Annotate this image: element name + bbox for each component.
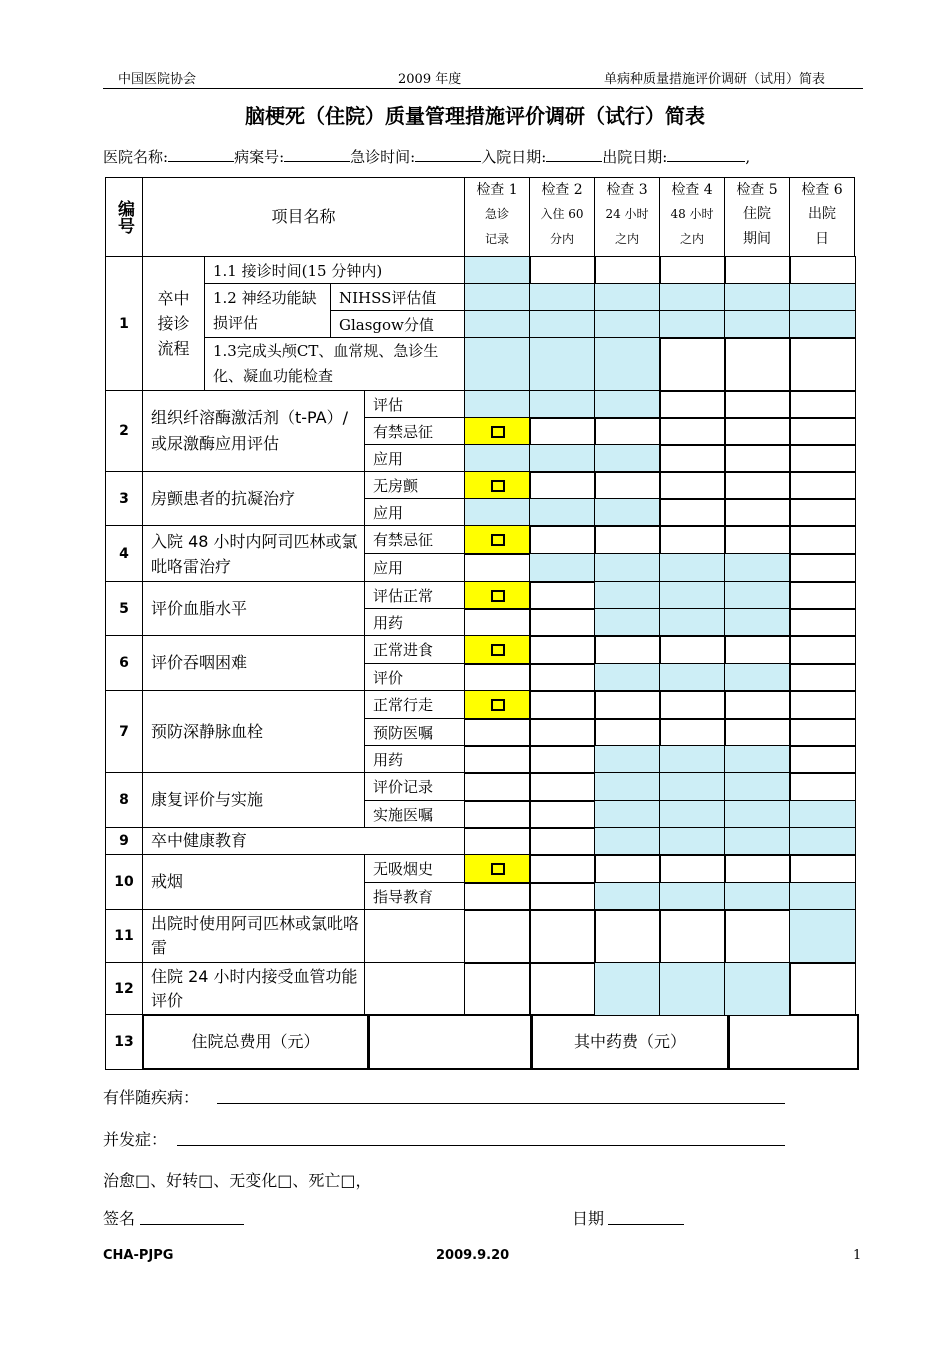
check-cell-r9-c2[interactable] — [529, 498, 596, 527]
check-cell-r1-c3[interactable] — [594, 256, 661, 285]
check-cell-r15-c1[interactable] — [464, 663, 531, 692]
row7-sub-a: 正常行走 — [364, 690, 465, 719]
check-cell-r13-c4[interactable] — [659, 608, 726, 637]
check-cell-r13-c2[interactable] — [529, 608, 596, 637]
check-cell-r2-c1[interactable] — [464, 283, 531, 312]
check4-label: 检查 4 — [671, 182, 713, 198]
row6-name: 评价吞咽困难 — [142, 635, 365, 691]
check-cell-r18-c5[interactable] — [724, 745, 791, 774]
cost-drug-label: 其中药费（元） — [531, 1014, 729, 1070]
row12-no: 12 — [105, 962, 143, 1015]
header-doc-title: 单病种质量措施评价调研（试用）简表 — [604, 72, 826, 87]
check-cell-r9-c3[interactable] — [594, 498, 661, 527]
check-cell-r17-c6[interactable] — [789, 718, 856, 747]
check-cell-r23-c5[interactable] — [724, 882, 791, 911]
check-cell-r4-c2[interactable] — [529, 337, 596, 392]
row8-no: 8 — [105, 772, 143, 828]
check-cell-r11-c2[interactable] — [529, 553, 596, 583]
row2-no: 2 — [105, 390, 143, 472]
row4-name: 入院 48 小时内阿司匹林或氯吡咯雷治疗 — [142, 525, 365, 582]
check6-sub: 出院日 — [808, 206, 836, 247]
check-cell-r5-c4[interactable] — [659, 390, 726, 419]
check-cell-r18-c2[interactable] — [529, 745, 596, 774]
row5-no: 5 — [105, 581, 143, 636]
check-cell-r10-c5[interactable] — [724, 525, 791, 555]
check-cell-r8-c3[interactable] — [594, 471, 661, 500]
row9-name: 卒中健康教育 — [142, 827, 465, 855]
check-cell-r10-c3[interactable] — [594, 525, 661, 555]
check-cell-r5-c6[interactable] — [789, 390, 856, 419]
check-cell-r12-c1[interactable] — [464, 581, 531, 610]
check-cell-r8-c1[interactable] — [464, 471, 531, 500]
row8-sub-b: 实施医嘱 — [364, 800, 465, 828]
cost-drug-field[interactable] — [728, 1014, 859, 1070]
check-cell-r14-c5[interactable] — [724, 635, 791, 665]
check-cell-r1-c2[interactable] — [529, 256, 596, 285]
check-cell-r20-c6[interactable] — [789, 800, 856, 829]
check-cell-r6-c3[interactable] — [594, 417, 661, 446]
row10-name: 戒烟 — [142, 854, 365, 910]
check-cell-r23-c6[interactable] — [789, 882, 856, 911]
check-cell-r24-c3[interactable] — [594, 909, 661, 964]
check-cell-r22-c2[interactable] — [529, 854, 596, 884]
row10-sub-b: 指导教育 — [364, 882, 465, 910]
check-cell-r23-c2[interactable] — [529, 882, 596, 911]
row11-blank — [364, 909, 465, 963]
check1-label: 检查 1 — [476, 182, 518, 198]
row12-name: 住院 24 小时内接受血管功能评价 — [142, 962, 365, 1015]
check-cell-r8-c6[interactable] — [789, 471, 856, 500]
check-cell-r7-c2[interactable] — [529, 444, 596, 473]
pub-date: 2009.9.20 — [436, 1248, 510, 1263]
col-header-check3 — [594, 177, 660, 257]
check-cell-r1-c6[interactable] — [789, 256, 856, 285]
check2-label: 检查 2 — [541, 182, 583, 198]
check-cell-r20-c4[interactable] — [659, 800, 726, 829]
checkbox-icon[interactable] — [491, 644, 505, 656]
check-cell-r13-c6[interactable] — [789, 608, 856, 637]
check-cell-r6-c4[interactable] — [659, 417, 726, 446]
check-cell-r18-c1[interactable] — [464, 745, 531, 774]
check-cell-r13-c3[interactable] — [594, 608, 661, 637]
check-cell-r8-c2[interactable] — [529, 471, 596, 500]
row2-sub-c: 应用 — [364, 444, 465, 472]
header-year: 2009 年度 — [398, 72, 462, 87]
check-cell-r22-c6[interactable] — [789, 854, 856, 884]
check-cell-r24-c6[interactable] — [789, 909, 856, 964]
check-cell-r8-c4[interactable] — [659, 471, 726, 500]
check-cell-r21-c2[interactable] — [529, 827, 596, 856]
check-cell-r10-c2[interactable] — [529, 525, 596, 555]
check-cell-r4-c4[interactable] — [659, 337, 726, 392]
check-cell-r12-c2[interactable] — [529, 581, 596, 610]
check-cell-r4-c1[interactable] — [464, 337, 531, 392]
check-cell-r20-c5[interactable] — [724, 800, 791, 829]
check-cell-r23-c1[interactable] — [464, 882, 531, 911]
row11-no: 11 — [105, 909, 143, 963]
check-cell-r16-c4[interactable] — [659, 690, 726, 720]
check-cell-r1-c1[interactable] — [464, 256, 531, 285]
checkbox-icon[interactable] — [491, 863, 505, 875]
check-cell-r2-c4[interactable] — [659, 283, 726, 312]
check-cell-r21-c5[interactable] — [724, 827, 791, 856]
row2-sub-a: 评估 — [364, 390, 465, 418]
col-header-check2 — [529, 177, 595, 257]
check-cell-r11-c3[interactable] — [594, 553, 661, 583]
check-cell-r22-c1[interactable] — [464, 854, 531, 884]
check-cell-r18-c4[interactable] — [659, 745, 726, 774]
cost-total-field[interactable] — [368, 1014, 532, 1070]
check-cell-r7-c5[interactable] — [724, 444, 791, 473]
check2-sub: 入住 60 分内 — [540, 207, 584, 246]
check-cell-r16-c5[interactable] — [724, 690, 791, 720]
row10-sub-a: 无吸烟史 — [364, 854, 465, 883]
check-cell-r20-c2[interactable] — [529, 800, 596, 829]
col-header-check1 — [464, 177, 530, 257]
row7-name: 预防深静脉血栓 — [142, 690, 365, 773]
hospital-label: 医院名称: — [103, 148, 169, 166]
check-cell-r3-c6[interactable] — [789, 310, 856, 339]
col-header-check6 — [789, 177, 855, 257]
check1-sub: 急诊记录 — [484, 207, 509, 246]
check-cell-r10-c6[interactable] — [789, 525, 856, 555]
check-cell-r25-c5[interactable] — [724, 962, 791, 1016]
check-cell-r10-c1[interactable] — [464, 525, 531, 555]
check-cell-r14-c1[interactable] — [464, 635, 531, 665]
check-cell-r25-c1[interactable] — [464, 962, 531, 1016]
check5-label: 检查 5 — [736, 182, 778, 198]
check-cell-r3-c2[interactable] — [529, 310, 596, 339]
discharge-label: 出院日期: — [602, 148, 668, 166]
check4-sub: 48 小时之内 — [670, 207, 714, 246]
row1-sub2a: NIHSS评估值 — [330, 283, 465, 311]
check-cell-r4-c6[interactable] — [789, 337, 856, 392]
check-cell-r2-c2[interactable] — [529, 283, 596, 312]
row6-no: 6 — [105, 635, 143, 691]
check-cell-r18-c3[interactable] — [594, 745, 661, 774]
check-cell-r2-c5[interactable] — [724, 283, 791, 312]
checkbox-icon[interactable] — [491, 699, 505, 711]
check-cell-r5-c1[interactable] — [464, 390, 531, 419]
check3-sub: 24 小时之内 — [605, 207, 649, 246]
page-title: 脑梗死（住院）质量管理措施评价调研（试行）简表 — [245, 104, 705, 128]
check-cell-r14-c6[interactable] — [789, 635, 856, 665]
check-cell-r3-c3[interactable] — [594, 310, 661, 339]
check-cell-r9-c5[interactable] — [724, 498, 791, 527]
row7-sub-c: 用药 — [364, 745, 465, 773]
check-cell-r8-c5[interactable] — [724, 471, 791, 500]
check-cell-r19-c4[interactable] — [659, 772, 726, 802]
check-cell-r1-c5[interactable] — [724, 256, 791, 285]
check-cell-r23-c4[interactable] — [659, 882, 726, 911]
check-cell-r9-c1[interactable] — [464, 498, 531, 527]
check-cell-r11-c1[interactable] — [464, 553, 531, 583]
row9-no: 9 — [105, 827, 143, 855]
row3-no: 3 — [105, 471, 143, 526]
check-cell-r25-c2[interactable] — [529, 962, 596, 1016]
cost-total-label: 住院总费用（元） — [142, 1014, 369, 1070]
check3-label: 检查 3 — [606, 182, 648, 198]
check-cell-r19-c2[interactable] — [529, 772, 596, 802]
row3-name: 房颤患者的抗凝治疗 — [142, 471, 365, 526]
check-cell-r21-c3[interactable] — [594, 827, 661, 856]
row4-sub-a: 有禁忌征 — [364, 525, 465, 554]
check-cell-r6-c6[interactable] — [789, 417, 856, 446]
check-cell-r6-c1[interactable] — [464, 417, 531, 446]
check-cell-r11-c6[interactable] — [789, 553, 856, 583]
row5-name: 评价血脂水平 — [142, 581, 365, 636]
check-cell-r14-c3[interactable] — [594, 635, 661, 665]
row10-no: 10 — [105, 854, 143, 910]
check-cell-r10-c4[interactable] — [659, 525, 726, 555]
check-cell-r21-c1[interactable] — [464, 827, 531, 856]
admit-label: 入院日期: — [481, 148, 547, 166]
check-cell-r14-c2[interactable] — [529, 635, 596, 665]
check-cell-r15-c3[interactable] — [594, 663, 661, 692]
check-cell-r5-c5[interactable] — [724, 390, 791, 419]
row1-name: 卒中接诊流程 — [142, 256, 205, 391]
header-org: 中国医院协会 — [118, 72, 197, 87]
check-cell-r21-c4[interactable] — [659, 827, 726, 856]
comorbid-field[interactable] — [217, 1103, 785, 1104]
check-cell-r9-c6[interactable] — [789, 498, 856, 527]
row4-no: 4 — [105, 525, 143, 582]
row1-sub2b: Glasgow分值 — [330, 310, 465, 338]
check-cell-r24-c1[interactable] — [464, 909, 531, 964]
check-cell-r2-c6[interactable] — [789, 283, 856, 312]
check-cell-r17-c4[interactable] — [659, 718, 726, 747]
check-cell-r7-c4[interactable] — [659, 444, 726, 473]
complication-label: 并发症： — [103, 1130, 168, 1149]
row7-no: 7 — [105, 690, 143, 773]
check-cell-r1-c4[interactable] — [659, 256, 726, 285]
check-cell-r20-c3[interactable] — [594, 800, 661, 829]
check6-label: 检查 6 — [801, 182, 843, 198]
row1-sub2: 1.2 神经功能缺损评估 — [204, 283, 331, 338]
page-number: 1 — [853, 1248, 862, 1263]
check-cell-r16-c1[interactable] — [464, 690, 531, 720]
check-cell-r17-c5[interactable] — [724, 718, 791, 747]
check-cell-r4-c5[interactable] — [724, 337, 791, 392]
doc-code: CHA-PJPG — [103, 1248, 174, 1263]
check-cell-r3-c5[interactable] — [724, 310, 791, 339]
check-cell-r15-c2[interactable] — [529, 663, 596, 692]
check-cell-r16-c2[interactable] — [529, 690, 596, 720]
checkbox-icon[interactable] — [491, 534, 505, 546]
check-cell-r25-c3[interactable] — [594, 962, 661, 1016]
row8-name: 康复评价与实施 — [142, 772, 365, 828]
check-cell-r24-c5[interactable] — [724, 909, 791, 964]
check-cell-r12-c3[interactable] — [594, 581, 661, 610]
row12-blank — [364, 962, 465, 1015]
check-cell-r12-c5[interactable] — [724, 581, 791, 610]
checkbox-icon[interactable] — [491, 480, 505, 492]
check-cell-r23-c3[interactable] — [594, 882, 661, 911]
check-cell-r6-c5[interactable] — [724, 417, 791, 446]
check-cell-r22-c4[interactable] — [659, 854, 726, 884]
col-header-item: 项目名称 — [142, 177, 465, 257]
info-trailing-comma: , — [745, 148, 751, 166]
complication-field[interactable] — [177, 1145, 785, 1146]
check-cell-r19-c6[interactable] — [789, 772, 856, 802]
check-cell-r6-c2[interactable] — [529, 417, 596, 446]
row4-sub-b: 应用 — [364, 553, 465, 582]
row3-sub-b: 应用 — [364, 498, 465, 526]
check-cell-r17-c2[interactable] — [529, 718, 596, 747]
outcome-options[interactable]: 治愈□、好转□、无变化□、死亡□， — [103, 1171, 372, 1190]
check-cell-r7-c3[interactable] — [594, 444, 661, 473]
check-cell-r15-c6[interactable] — [789, 663, 856, 692]
row1-no: 1 — [105, 256, 143, 391]
sign-label: 签名 — [103, 1209, 136, 1228]
col-header-check4 — [659, 177, 725, 257]
check-cell-r12-c4[interactable] — [659, 581, 726, 610]
date-label: 日期 — [572, 1209, 605, 1228]
row2-sub-b: 有禁忌征 — [364, 417, 465, 445]
row1-sub1: 1.1 接诊时间(15 分钟内) — [204, 256, 465, 284]
checkbox-icon[interactable] — [491, 426, 505, 438]
col-header-no: 编号 — [105, 177, 143, 257]
check-cell-r2-c3[interactable] — [594, 283, 661, 312]
check-cell-r15-c5[interactable] — [724, 663, 791, 692]
check-cell-r7-c1[interactable] — [464, 444, 531, 473]
check-cell-r15-c4[interactable] — [659, 663, 726, 692]
row1-sub3: 1.3完成头颅CT、血常规、急诊生化、凝血功能检查 — [204, 337, 465, 391]
check-cell-r24-c2[interactable] — [529, 909, 596, 964]
check-cell-r3-c1[interactable] — [464, 310, 531, 339]
check-cell-r13-c5[interactable] — [724, 608, 791, 637]
sign-field[interactable] — [140, 1224, 244, 1225]
date-field[interactable] — [608, 1224, 684, 1225]
check5-sub: 住院期间 — [743, 206, 771, 247]
check-cell-r13-c1[interactable] — [464, 608, 531, 637]
check-cell-r5-c2[interactable] — [529, 390, 596, 419]
check-cell-r17-c1[interactable] — [464, 718, 531, 747]
check-cell-r3-c4[interactable] — [659, 310, 726, 339]
row6-sub-a: 正常进食 — [364, 635, 465, 664]
check-cell-r9-c4[interactable] — [659, 498, 726, 527]
row5-sub-a: 评估正常 — [364, 581, 465, 609]
check-cell-r5-c3[interactable] — [594, 390, 661, 419]
check-cell-r17-c3[interactable] — [594, 718, 661, 747]
check-cell-r22-c5[interactable] — [724, 854, 791, 884]
row5-sub-b: 用药 — [364, 608, 465, 636]
check-cell-r21-c6[interactable] — [789, 827, 856, 856]
check-cell-r16-c3[interactable] — [594, 690, 661, 720]
check-cell-r19-c3[interactable] — [594, 772, 661, 802]
check-cell-r11-c4[interactable] — [659, 553, 726, 583]
checkbox-icon[interactable] — [491, 590, 505, 602]
check-cell-r25-c6[interactable] — [789, 962, 856, 1016]
check-cell-r25-c4[interactable] — [659, 962, 726, 1016]
row11-name: 出院时使用阿司匹林或氯吡咯雷 — [142, 909, 365, 963]
row8-sub-a: 评价记录 — [364, 772, 465, 801]
check-cell-r12-c6[interactable] — [789, 581, 856, 610]
row7-sub-b: 预防医嘱 — [364, 718, 465, 746]
case-label: 病案号: — [234, 148, 285, 166]
check-cell-r18-c6[interactable] — [789, 745, 856, 774]
check-cell-r16-c6[interactable] — [789, 690, 856, 720]
comorbid-label: 有伴随疾病： — [103, 1088, 200, 1107]
check-cell-r19-c1[interactable] — [464, 772, 531, 802]
check-cell-r4-c3[interactable] — [594, 337, 661, 392]
check-cell-r19-c5[interactable] — [724, 772, 791, 802]
check-cell-r7-c6[interactable] — [789, 444, 856, 473]
check-cell-r24-c4[interactable] — [659, 909, 726, 964]
check-cell-r22-c3[interactable] — [594, 854, 661, 884]
col-header-check5 — [724, 177, 790, 257]
check-cell-r14-c4[interactable] — [659, 635, 726, 665]
check-cell-r20-c1[interactable] — [464, 800, 531, 829]
row6-sub-b: 评价 — [364, 663, 465, 691]
check-cell-r11-c5[interactable] — [724, 553, 791, 583]
row3-sub-a: 无房颤 — [364, 471, 465, 499]
row13-no: 13 — [105, 1014, 143, 1070]
row2-name: 组织纤溶酶激活剂（t-PA）/或尿激酶应用评估 — [142, 390, 365, 472]
er-label: 急诊时间: — [350, 148, 416, 166]
